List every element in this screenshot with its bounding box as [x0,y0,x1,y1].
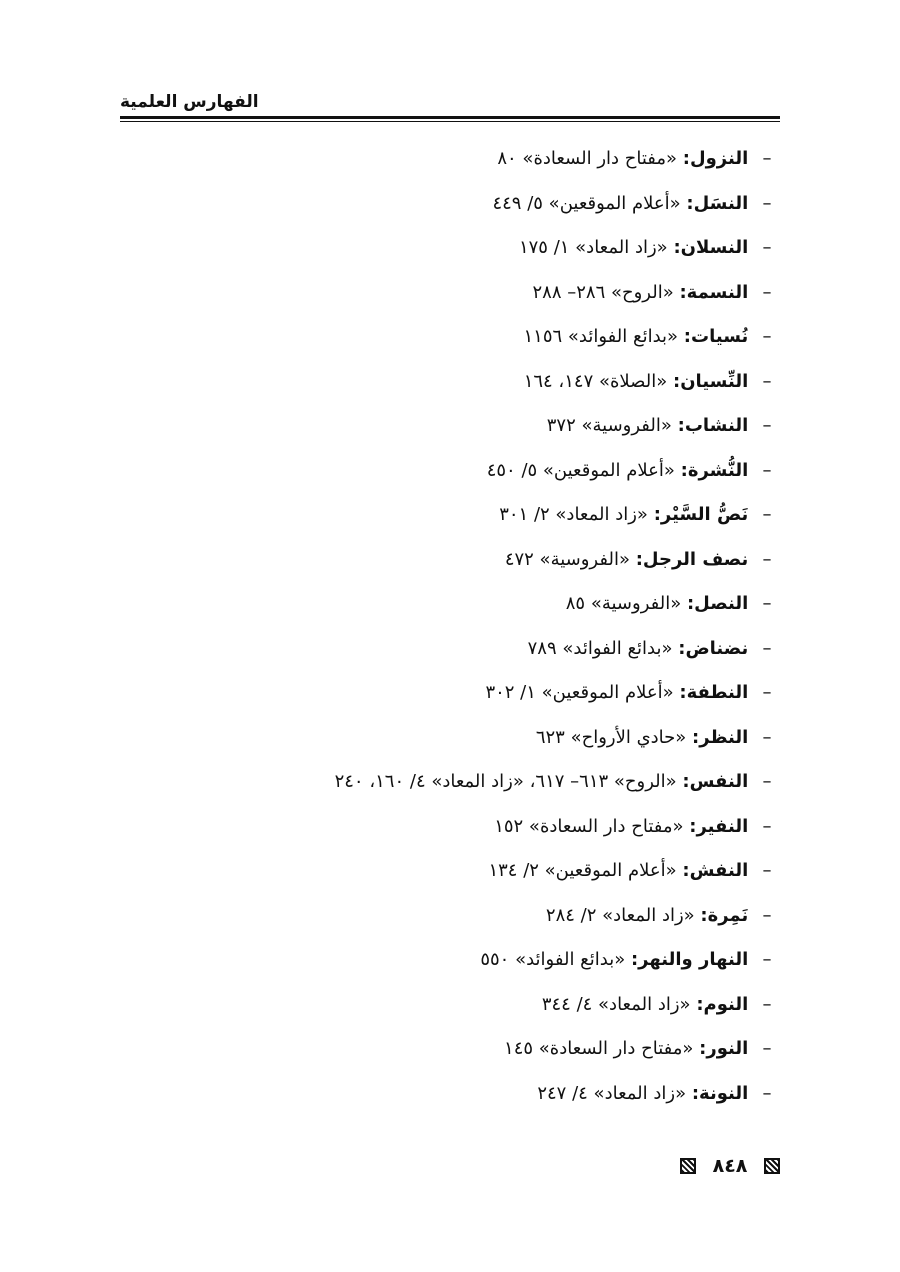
index-entry: – النصل: «الفروسية» ٨٥ [565,593,772,614]
index-entry: – النوم: «زاد المعاد» ٤/ ٣٤٤ [541,993,772,1015]
entry-reference: «الفروسية» ٣٧٢ [546,415,672,436]
entry-term: النونة: [691,1082,749,1104]
entry-term: نَمِرة: [700,904,749,926]
entry-term: النِّسيان: [673,370,749,392]
index-entry: – نُسيات: «بدائع الفوائد» ١١٥٦ [523,326,772,347]
index-entry: – نَصُّ السَّيْر: «زاد المعاد» ٢/ ٣٠١ [499,504,772,525]
index-entries [120,137,780,1116]
entry-term: النهار والنهر: [630,949,749,970]
entry-term: النوم: [696,993,749,1015]
header-rule-thin [120,121,780,122]
entry-term: النور: [699,1038,749,1059]
checkered-square-icon [764,1158,780,1174]
header-rule-thick [120,116,780,119]
entry-reference: «مفتاح دار السعادة» ٨٠ [497,148,678,169]
index-entry: – نصف الرجل: «الفروسية» ٤٧٢ [504,548,772,570]
entry-term: نضناض: [678,637,749,659]
index-entry: – النشاب: «الفروسية» ٣٧٢ [546,415,772,436]
entry-term: النسلان: [673,237,749,258]
index-entry: – النونة: «زاد المعاد» ٤/ ٢٤٧ [537,1082,772,1104]
entry-term: النفش: [682,860,749,881]
entry-reference: «بدائع الفوائد» ٧٨٩ [527,637,673,659]
entry-reference: «أعلام الموقعين» ٢/ ١٣٤ [488,860,677,881]
entry-term: النسمة: [679,281,749,303]
entry-term: النطفة: [679,682,749,703]
entry-reference: «زاد المعاد» ١/ ١٧٥ [518,237,668,258]
index-entry: – النفير: «مفتاح دار السعادة» ١٥٢ [494,815,772,837]
entry-reference: «الصلاة» ١٤٧، ١٦٤ [523,370,668,392]
entry-reference: «زاد المعاد» ٢/ ٢٨٤ [545,904,695,926]
entry-term: نُسيات: [683,326,749,347]
index-entry: – النُّشرة: «أعلام الموقعين» ٥/ ٤٥٠ [486,459,772,481]
entry-reference: «أعلام الموقعين» ١/ ٣٠٢ [485,682,674,703]
entry-reference: «أعلام الموقعين» ٥/ ٤٤٩ [492,192,681,214]
entry-term: النفس: [682,771,749,792]
entry-reference: «مفتاح دار السعادة» ١٥٢ [494,815,684,837]
index-entry: – النفش: «أعلام الموقعين» ٢/ ١٣٤ [488,860,772,881]
index-entry: – النهار والنهر: «بدائع الفوائد» ٥٥٠ [480,949,772,970]
index-entry: – النِّسيان: «الصلاة» ١٤٧، ١٦٤ [523,370,772,392]
entry-term: النزول: [682,148,749,169]
entry-reference: «الفروسية» ٨٥ [565,593,682,614]
index-entry: – النسمة: «الروح» ٢٨٦– ٢٨٨ [532,281,772,303]
entry-term: نَصُّ السَّيْر: [653,504,749,525]
index-entry: – النسلان: «زاد المعاد» ١/ ١٧٥ [518,237,772,258]
checkered-square-icon [680,1158,696,1174]
index-entry: – النظر: «حادي الأرواح» ٦٢٣ [535,726,772,748]
entry-reference: «حادي الأرواح» ٦٢٣ [535,726,687,748]
entry-reference: «مفتاح دار السعادة» ١٤٥ [504,1038,694,1059]
entry-reference: «زاد المعاد» ٤/ ٢٤٧ [537,1082,687,1104]
index-entry: – النفس: «الروح» ٦١٣– ٦١٧، «زاد المعاد» ٤/ ١٦٠، ٢٤٠ [334,771,772,792]
index-entry: – نَمِرة: «زاد المعاد» ٢/ ٢٨٤ [545,904,772,926]
index-entry: – النزول: «مفتاح دار السعادة» ٨٠ [497,148,772,169]
index-entry: – النطفة: «أعلام الموقعين» ١/ ٣٠٢ [485,682,772,703]
entry-term: النظر: [692,726,749,748]
entry-term: النفير: [689,815,749,837]
entry-term: النصل: [686,593,749,614]
entry-reference: «الفروسية» ٤٧٢ [504,548,630,570]
page-number: ٨٤٨ [712,1155,748,1177]
entry-reference: «الروح» ٢٨٦– ٢٨٨ [532,281,674,303]
entry-term: النشاب: [677,415,749,436]
entry-reference: «أعلام الموقعين» ٥/ ٤٥٠ [486,459,675,481]
page-footer [680,1152,780,1180]
entry-reference: «بدائع الفوائد» ٥٥٠ [480,949,626,970]
entry-term: نصف الرجل: [635,548,749,570]
entry-term: النسَل: [686,192,749,214]
entry-reference: «زاد المعاد» ٢/ ٣٠١ [499,504,648,525]
entry-reference: «الروح» ٦١٣– ٦١٧، «زاد المعاد» ٤/ ١٦٠، ٢٤٠ [334,771,677,792]
index-entry: – النور: «مفتاح دار السعادة» ١٤٥ [504,1038,772,1059]
running-title: الفهارس العلمية [120,92,259,112]
index-entry: – نضناض: «بدائع الفوائد» ٧٨٩ [527,637,772,659]
index-entry: – النسَل: «أعلام الموقعين» ٥/ ٤٤٩ [492,192,772,214]
entry-reference: «زاد المعاد» ٤/ ٣٤٤ [541,993,691,1015]
entry-term: النُّشرة: [680,459,749,481]
entry-reference: «بدائع الفوائد» ١١٥٦ [523,326,679,347]
